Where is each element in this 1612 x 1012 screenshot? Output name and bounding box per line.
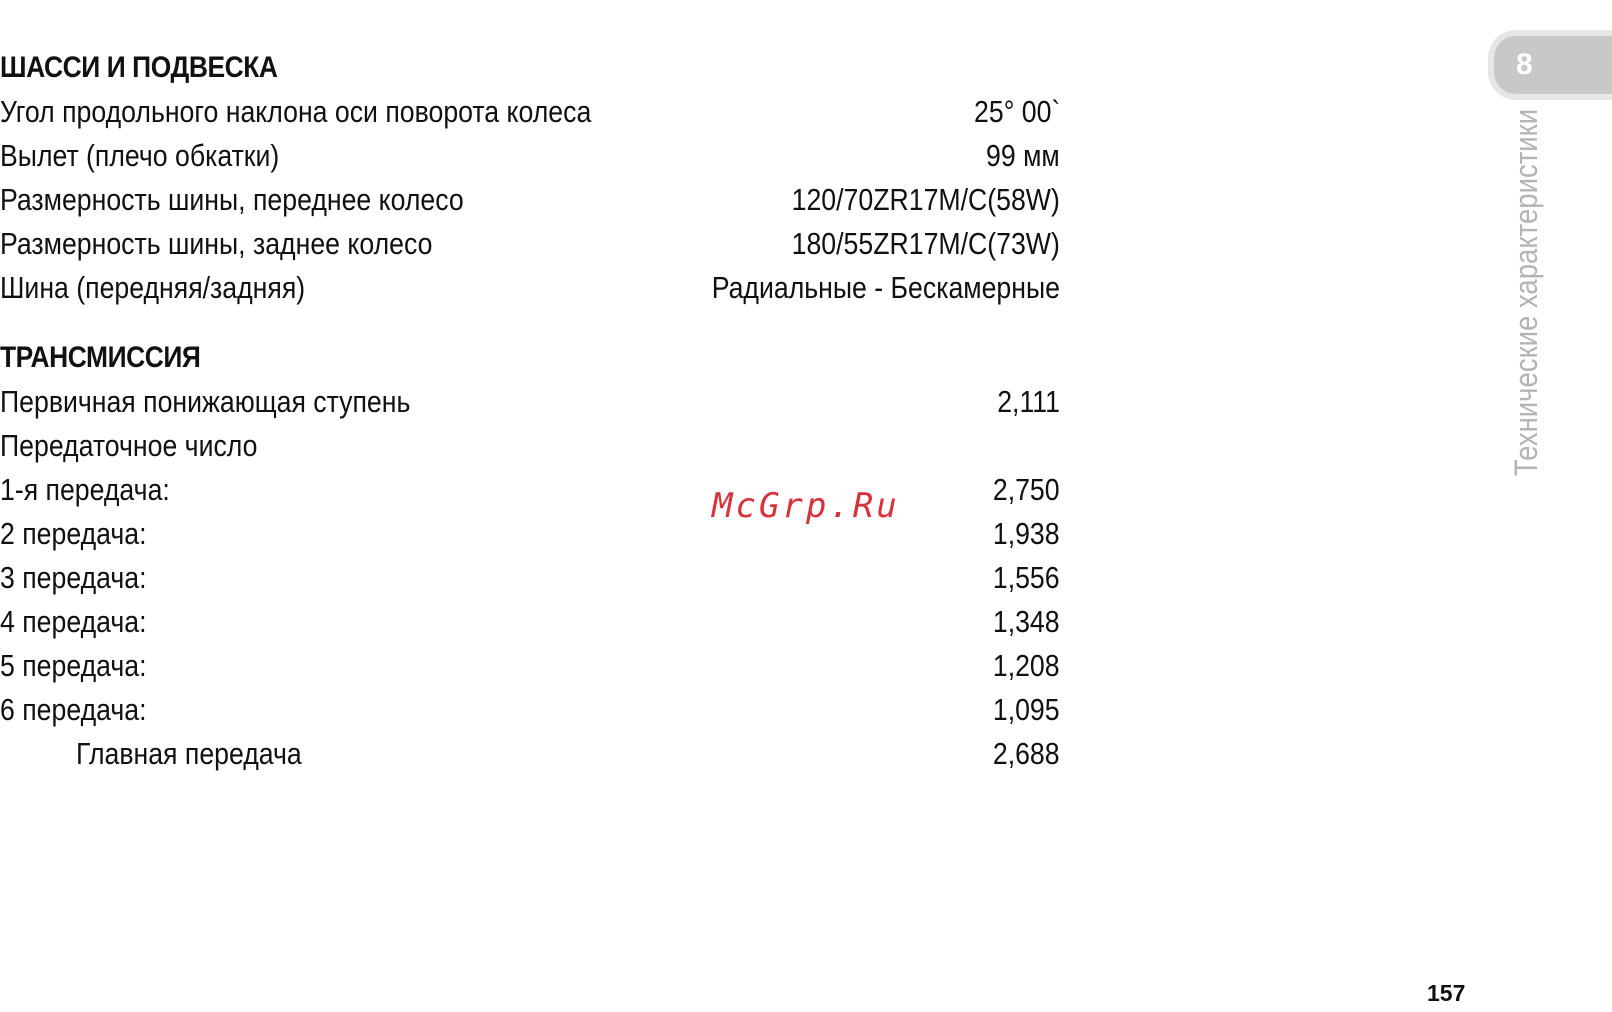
- spec-value: 1,556: [993, 560, 1060, 595]
- spec-value: 2,750: [993, 472, 1060, 507]
- spec-value: 1,208: [993, 648, 1060, 683]
- spec-label: Размерность шины, переднее колесо: [0, 182, 464, 217]
- side-chapter-title-text: Технические характеристики: [1508, 108, 1544, 477]
- side-chapter-title: [1506, 86, 1546, 506]
- spec-value: 2,111: [997, 384, 1060, 419]
- spec-row-gear-5: [0, 644, 1060, 688]
- spec-label: 6 передача:: [0, 692, 147, 727]
- spec-row-gear-2: [0, 512, 1060, 556]
- spec-row-gear-3: [0, 556, 1060, 600]
- spec-label: 2 передача:: [0, 516, 147, 551]
- spec-value: 1,938: [993, 516, 1060, 551]
- spec-value: Радиальные - Бескамерные: [711, 270, 1060, 305]
- section-heading-transmission: ТРАНСМИССИЯ: [0, 341, 201, 374]
- spec-value: 120/70ZR17M/C(58W): [791, 182, 1060, 217]
- spec-label: 5 передача:: [0, 648, 147, 683]
- spec-label: Первичная понижающая ступень: [0, 384, 411, 419]
- spec-row-gear-6: [0, 688, 1060, 732]
- spec-label: Размерность шины, заднее колесо: [0, 226, 433, 261]
- spec-label: 1-я передача:: [0, 472, 170, 507]
- spec-value: 1,348: [993, 604, 1060, 639]
- spec-row-gear-1: [0, 468, 1060, 512]
- spec-label: 3 передача:: [0, 560, 147, 595]
- spec-content: [0, 46, 1060, 776]
- spec-label: Вылет (плечо обкатки): [0, 138, 280, 173]
- spec-row-front-tire: [0, 178, 1060, 222]
- spec-row-caster-angle: [0, 90, 1060, 134]
- spec-row-final-drive: [0, 732, 1060, 776]
- section-spacer: [0, 310, 1060, 336]
- spec-row-tire-type: [0, 266, 1060, 310]
- spec-label: Шина (передняя/задняя): [0, 270, 306, 305]
- watermark-text: McGrp.Ru: [712, 486, 900, 526]
- page-number: 157: [1427, 980, 1466, 1006]
- spec-row-trail: [0, 134, 1060, 178]
- spec-row-gear-ratio-heading: [0, 424, 1060, 468]
- spec-label: Главная передача: [76, 736, 302, 771]
- spec-label: Угол продольного наклона оси поворота колеса: [0, 94, 592, 129]
- spec-value: 1,095: [993, 692, 1060, 727]
- spec-row-rear-tire: [0, 222, 1060, 266]
- spec-row-gear-4: [0, 600, 1060, 644]
- spec-row-primary-reduction: [0, 380, 1060, 424]
- spec-value: 99 мм: [986, 138, 1060, 173]
- section-heading-chassis: ШАССИ И ПОДВЕСКА: [0, 51, 278, 84]
- spec-label: Передаточное число: [0, 428, 258, 463]
- chapter-number: 8: [1516, 48, 1533, 81]
- spec-label: 4 передача:: [0, 604, 147, 639]
- spec-value: 25° 00`: [973, 94, 1060, 129]
- spec-value: 180/55ZR17M/C(73W): [791, 226, 1060, 261]
- spec-value: 2,688: [993, 736, 1060, 771]
